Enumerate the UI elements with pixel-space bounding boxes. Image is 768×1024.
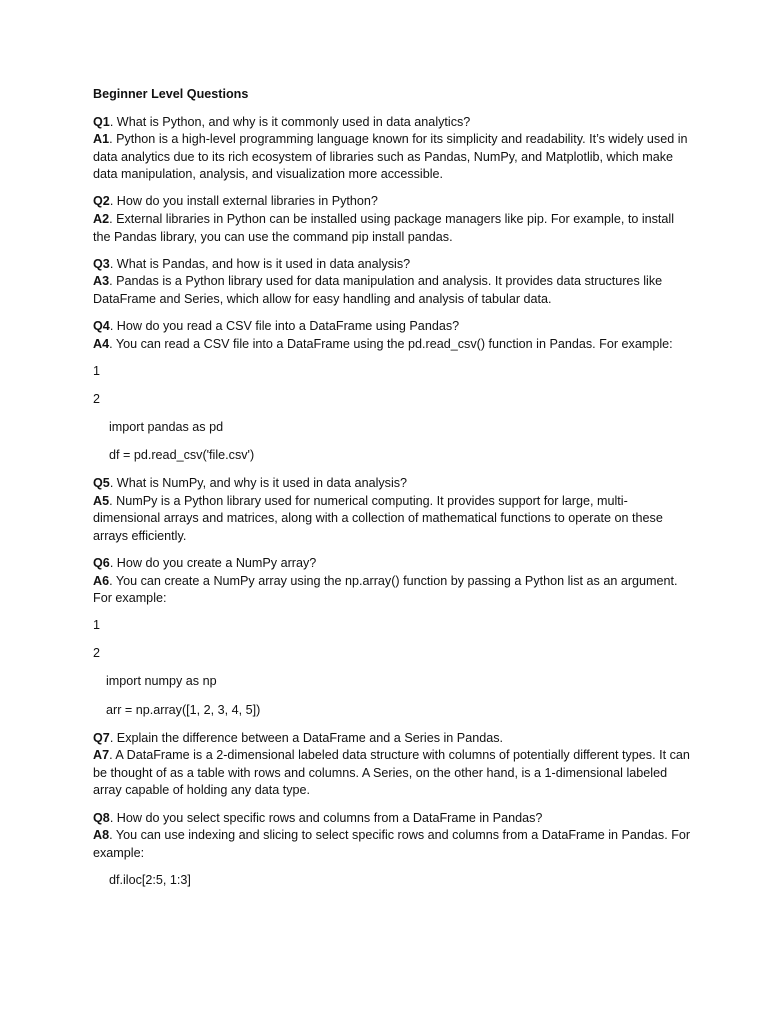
qa-item-1	[93, 114, 693, 184]
answer-3	[93, 273, 693, 308]
question-label: Q1	[93, 114, 110, 129]
qa-item-6	[93, 555, 693, 608]
answer-5	[93, 493, 693, 546]
question-label: Q3	[93, 256, 110, 271]
qa-item-7	[93, 730, 693, 800]
question-text: . What is NumPy, and why is it used in data analysis?	[109, 476, 408, 491]
question-text: . Explain the difference between a DataFrame and a Series in Pandas.	[109, 730, 504, 745]
question-label: Q7	[93, 730, 110, 745]
qa-item-2	[93, 193, 693, 246]
answer-8	[93, 827, 693, 862]
question-label: Q4	[93, 319, 110, 334]
question-6	[93, 555, 693, 573]
answer-text: . You can create a NumPy array using the np.array() function by passing a Python list as an argument. For example:	[93, 573, 678, 606]
answer-label: A8	[93, 828, 110, 843]
qa-item-3	[93, 256, 693, 309]
answer-1	[93, 131, 693, 184]
answer-6	[93, 573, 693, 608]
answer-7	[93, 747, 693, 800]
answer-label: A3	[93, 274, 110, 289]
question-4	[93, 318, 693, 336]
code-line: import pandas as pd	[109, 419, 224, 434]
question-text: . How do you create a NumPy array?	[109, 555, 317, 570]
question-label: Q5	[93, 476, 110, 491]
code-line-number: 2	[93, 391, 101, 406]
answer-label: A6	[93, 573, 110, 588]
qa-item-5	[93, 475, 693, 545]
code-line: df.iloc[2:5, 1:3]	[109, 872, 191, 887]
question-label: Q6	[93, 555, 110, 570]
answer-4	[93, 336, 693, 354]
question-text: . How do you select specific rows and columns from a DataFrame in Pandas?	[109, 810, 543, 825]
section-heading: Beginner Level Questions	[93, 87, 249, 101]
answer-label: A2	[93, 212, 110, 227]
answer-text: . Pandas is a Python library used for data manipulation and analysis. It provides data structures like DataFrame and Series, which allow for easy handling and analysis of tabular data.	[93, 274, 663, 306]
answer-text: . You can read a CSV file into a DataFrame using the pd.read_csv() function in Pandas. For example:	[109, 336, 673, 351]
code-line: df = pd.read_csv('file.csv')	[109, 448, 255, 462]
code-line: import numpy as np	[106, 674, 217, 689]
code-line-number: 1	[93, 363, 101, 378]
answer-text: . Python is a high-level programming language known for its simplicity and readability. It’s widely used in data analytics due to its rich ecosystem of libraries such as Pandas, NumPy, and Matplotlib, which make data manipulation, analysis, and visualization more accessible.	[93, 132, 688, 182]
question-text: . How do you read a CSV file into a DataFrame using Pandas?	[109, 319, 460, 334]
answer-label: A5	[93, 493, 110, 508]
question-2	[93, 193, 693, 211]
question-1	[93, 114, 693, 132]
question-text: . What is Pandas, and how is it used in data analysis?	[109, 256, 411, 271]
question-label: Q2	[93, 194, 110, 209]
question-7	[93, 730, 693, 748]
document-page	[93, 86, 693, 900]
question-5	[93, 475, 693, 493]
qa-item-8	[93, 810, 693, 863]
answer-text: . External libraries in Python can be installed using package managers like pip. For example, to install the Pandas library, you can use the command pip install pandas.	[93, 212, 675, 244]
answer-label: A4	[93, 336, 110, 351]
code-line-number: 1	[93, 618, 101, 633]
answer-text: . NumPy is a Python library used for numerical computing. It provides support for large, multi-dimensional arrays and matrices, along with a collection of mathematical functions to operate on these arrays efficiently.	[93, 493, 663, 543]
question-text: . How do you install external libraries in Python?	[109, 194, 378, 209]
answer-text: . A DataFrame is a 2-dimensional labeled data structure with columns of potentially different types. It can be thought of as a table with rows and columns. A Series, on the other hand, is a 1-dimensional labeled array capable of holding any data type.	[93, 748, 690, 798]
question-8	[93, 810, 693, 828]
question-3	[93, 256, 693, 274]
answer-2	[93, 211, 693, 246]
question-label: Q8	[93, 810, 110, 825]
answer-label: A7	[93, 748, 110, 763]
question-text: . What is Python, and why is it commonly used in data analytics?	[109, 114, 471, 129]
code-line: arr = np.array([1, 2, 3, 4, 5])	[106, 702, 261, 717]
answer-text: . You can use indexing and slicing to select specific rows and columns from a DataFrame in Pandas. For example:	[93, 828, 691, 860]
code-line-number: 2	[93, 646, 101, 661]
answer-label: A1	[93, 132, 110, 147]
qa-item-4	[93, 318, 693, 353]
